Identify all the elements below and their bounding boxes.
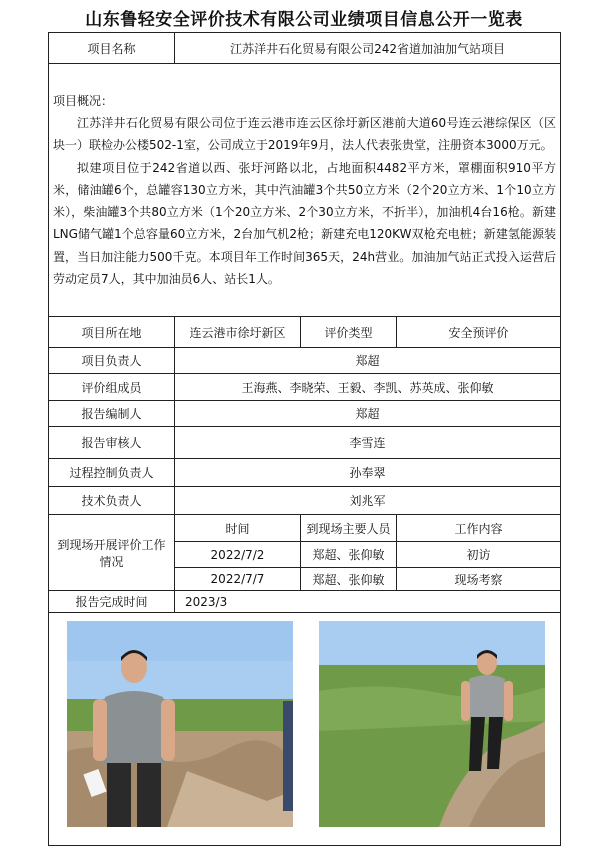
site-visit-people: 郑超、张仰敏 xyxy=(301,542,397,568)
eval-type-label: 评价类型 xyxy=(301,317,397,348)
process-control-value: 孙奉翠 xyxy=(175,459,561,487)
row-site-visit-header xyxy=(49,515,561,542)
site-photo-2 xyxy=(319,621,545,827)
row-report-reviewer xyxy=(49,427,561,459)
tech-lead-label: 技术负责人 xyxy=(49,487,175,515)
project-overview xyxy=(49,64,561,317)
site-visit-people: 郑超、张仰敏 xyxy=(301,568,397,591)
report-writer-label: 报告编制人 xyxy=(49,401,175,427)
site-visit-work: 现场考察 xyxy=(397,568,561,591)
info-table xyxy=(48,32,561,846)
row-overview xyxy=(49,64,561,317)
site-visits-label: 到现场开展评价工作情况 xyxy=(49,515,175,591)
row-process-control xyxy=(49,459,561,487)
location-label: 项目所在地 xyxy=(49,317,175,348)
row-report-writer xyxy=(49,401,561,427)
row-location xyxy=(49,317,561,348)
report-completion-value: 2023/3 xyxy=(175,591,561,613)
site-visit-work: 初访 xyxy=(397,542,561,568)
row-report-completion xyxy=(49,591,561,613)
overview-label: 项目概况： xyxy=(53,94,114,109)
row-photos xyxy=(49,613,561,846)
report-writer-value: 郑超 xyxy=(175,401,561,427)
team-value: 王海燕、李晓荣、王毅、李凯、苏英成、张仰敏 xyxy=(175,374,561,401)
site-visit-people-header: 到现场主要人员 xyxy=(301,515,397,542)
site-visit-time: 2022/7/7 xyxy=(175,568,301,591)
site-photo-1-image xyxy=(67,621,293,827)
site-visit-work-header: 工作内容 xyxy=(397,515,561,542)
site-photo-2-image xyxy=(319,621,545,827)
project-lead-value: 郑超 xyxy=(175,348,561,374)
process-control-label: 过程控制负责人 xyxy=(49,459,175,487)
report-reviewer-label: 报告审核人 xyxy=(49,427,175,459)
eval-type-value: 安全预评价 xyxy=(397,317,561,348)
location-value: 连云港市徐圩新区 xyxy=(175,317,301,348)
photos-cell xyxy=(49,613,561,846)
project-lead-label: 项目负责人 xyxy=(49,348,175,374)
page-title: 山东鲁轻安全评价技术有限公司业绩项目信息公开一览表 xyxy=(85,10,523,30)
site-visit-time-header: 时间 xyxy=(175,515,301,542)
project-name-value: 江苏洋井石化贸易有限公司242省道加油加气站项目 xyxy=(175,33,561,64)
tech-lead-value: 刘兆军 xyxy=(175,487,561,515)
overview-paragraph-2: 拟建项目位于242省道以西、张圩河路以北，占地面积4482平方米，罩棚面积910平方米，储油罐6个，总罐容130立方米，其中汽油罐3个共50立方米（2个20立方米、1个10立方米），柴油罐3个共80立方米（1个20立方米、2个30立方米，不折半），加油机4台16枪。新建LNG储气罐1个总容量60立方米，2台加气机2枪；新建充电120KW双枪充电桩；新建氢能源装置，当日加注能力500千克。本项目年工作时间365天，24h营业。加油加气站正式投入运营后劳动定员7人，其中加油员6人、站长1人。 xyxy=(53,160,557,286)
row-tech-lead xyxy=(49,487,561,515)
row-project-name xyxy=(49,33,561,64)
report-reviewer-value: 李雪连 xyxy=(175,427,561,459)
site-photo-1 xyxy=(67,621,293,827)
row-project-lead xyxy=(49,348,561,374)
overview-paragraph-1: 江苏洋井石化贸易有限公司位于连云港市连云区徐圩新区港前大道60号连云港综保区（区块一）联检办公楼502-1室，公司成立于2019年9月，法人代表张贵堂，注册资本3000万元。 xyxy=(53,116,557,153)
project-name-label: 项目名称 xyxy=(49,33,175,64)
report-completion-label: 报告完成时间 xyxy=(49,591,175,613)
team-label: 评价组成员 xyxy=(49,374,175,401)
row-team xyxy=(49,374,561,401)
site-visit-time: 2022/7/2 xyxy=(175,542,301,568)
